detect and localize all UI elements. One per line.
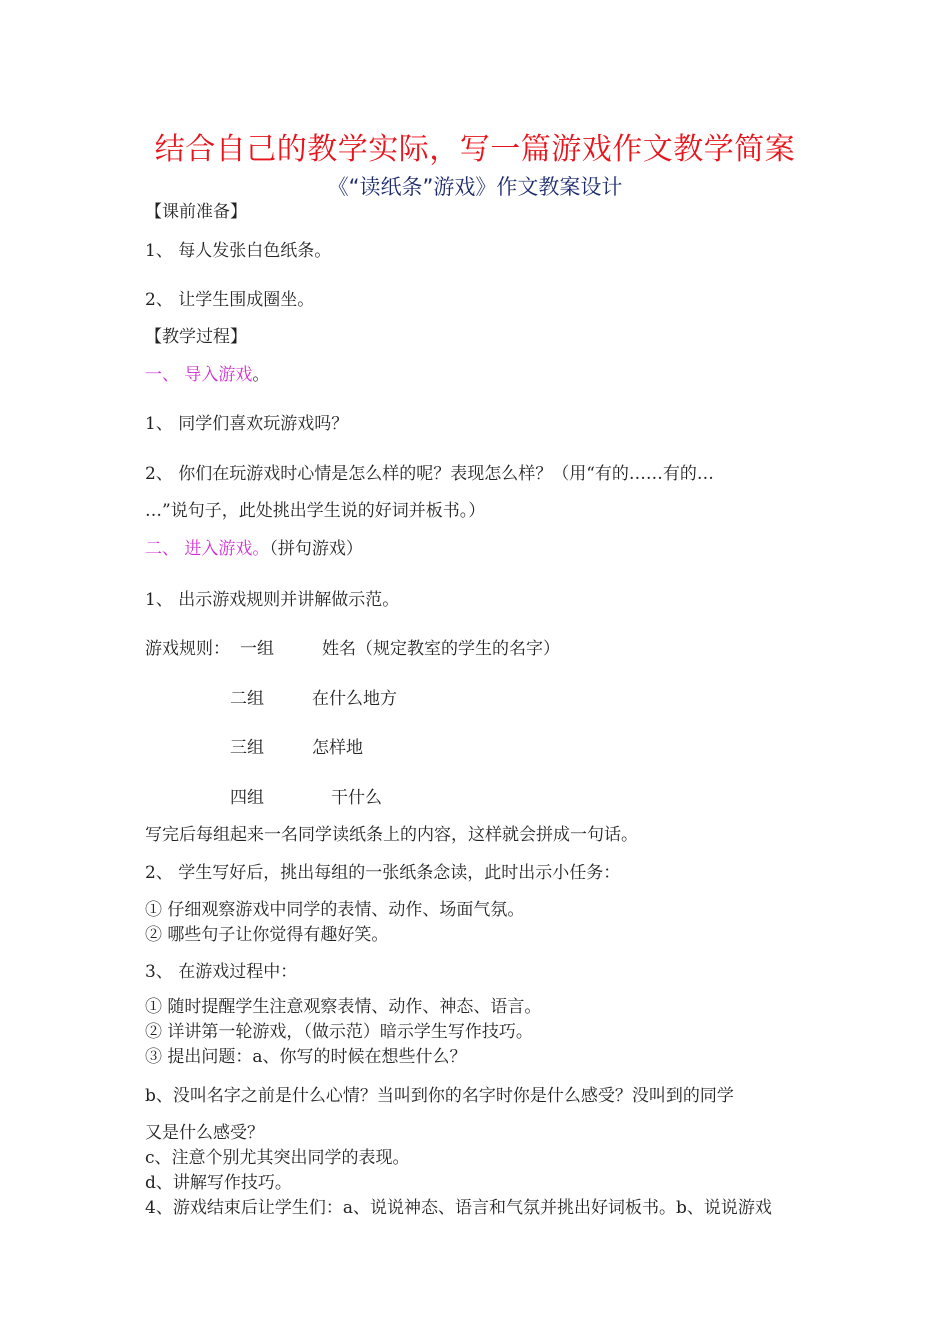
step-3-item-2: ② 详讲第一轮游戏，（做示范）暗示学生写作技巧。	[145, 1022, 533, 1042]
section-two-tail: （拼句游戏）	[269, 539, 363, 559]
section-one-heading	[145, 364, 269, 386]
step-3: 3、 在游戏过程中：	[145, 962, 298, 982]
after-rules: 写完后每组起来一名同学读纸条上的内容，这样就会拼成一句话。	[145, 825, 638, 845]
question-d: d、讲解写作技巧。	[145, 1173, 292, 1193]
question-c: c、注意个别尤其突出同学的表现。	[145, 1148, 410, 1168]
group-4-name: 四组	[230, 788, 264, 808]
section-two-heading	[145, 538, 363, 560]
group-1-name: 一组	[240, 639, 274, 659]
group-3-name: 三组	[230, 738, 264, 758]
group-4-content: 干什么	[331, 788, 382, 808]
section-two-label: 二、 进入游戏。	[145, 539, 270, 559]
task-2: ② 哪些句子让你觉得有趣好笑。	[145, 925, 389, 945]
step-1: 1、 出示游戏规则并讲解做示范。	[145, 590, 400, 610]
step-4: 4、游戏结束后让学生们：a、说说神态、语言和气氛并挑出好词板书。b、说说游戏	[145, 1198, 772, 1218]
rules-label: 游戏规则：	[145, 639, 230, 659]
question-1: 1、 同学们喜欢玩游戏吗？	[145, 414, 349, 434]
group-1-content: 姓名（规定教室的学生的名字）	[322, 639, 560, 659]
section-one-label: 一、 导入游戏	[145, 365, 253, 385]
group-2-name: 二组	[230, 689, 264, 709]
question-2-line-1: 2、 你们在玩游戏时心情是怎么样的呢？表现怎么样？（用“有的……有的…	[145, 464, 714, 484]
section-one-tail: 。	[252, 365, 270, 385]
prep-heading: 【课前准备】	[145, 202, 247, 222]
step-2: 2、 学生写好后，挑出每组的一张纸条念读，此时出示小任务：	[145, 863, 621, 883]
document-subtitle: 《“读纸条”游戏》作文教案设计	[327, 175, 623, 199]
prep-item-1: 1、 每人发张白色纸条。	[145, 241, 332, 261]
group-3-content: 怎样地	[312, 738, 363, 758]
process-heading: 【教学过程】	[145, 327, 247, 347]
step-3-item-3: ③ 提出问题：a、你写的时候在想些什么？	[145, 1047, 467, 1067]
document-title: 结合自己的教学实际，写一篇游戏作文教学简案	[154, 132, 796, 167]
question-b-line-1: b、没叫名字之前是什么心情？当叫到你的名字时你是什么感受？没叫到的同学	[145, 1086, 734, 1106]
step-3-item-1: ① 随时提醒学生注意观察表情、动作、神态、语言。	[145, 997, 542, 1017]
task-1: ① 仔细观察游戏中同学的表情、动作、场面气氛。	[145, 900, 525, 920]
question-b-line-2: 又是什么感受？	[145, 1123, 264, 1143]
question-2-line-2: …”说句子，此处挑出学生说的好词并板书。）	[145, 501, 486, 521]
prep-item-2: 2、 让学生围成圈坐。	[145, 290, 315, 310]
group-2-content: 在什么地方	[312, 689, 397, 709]
